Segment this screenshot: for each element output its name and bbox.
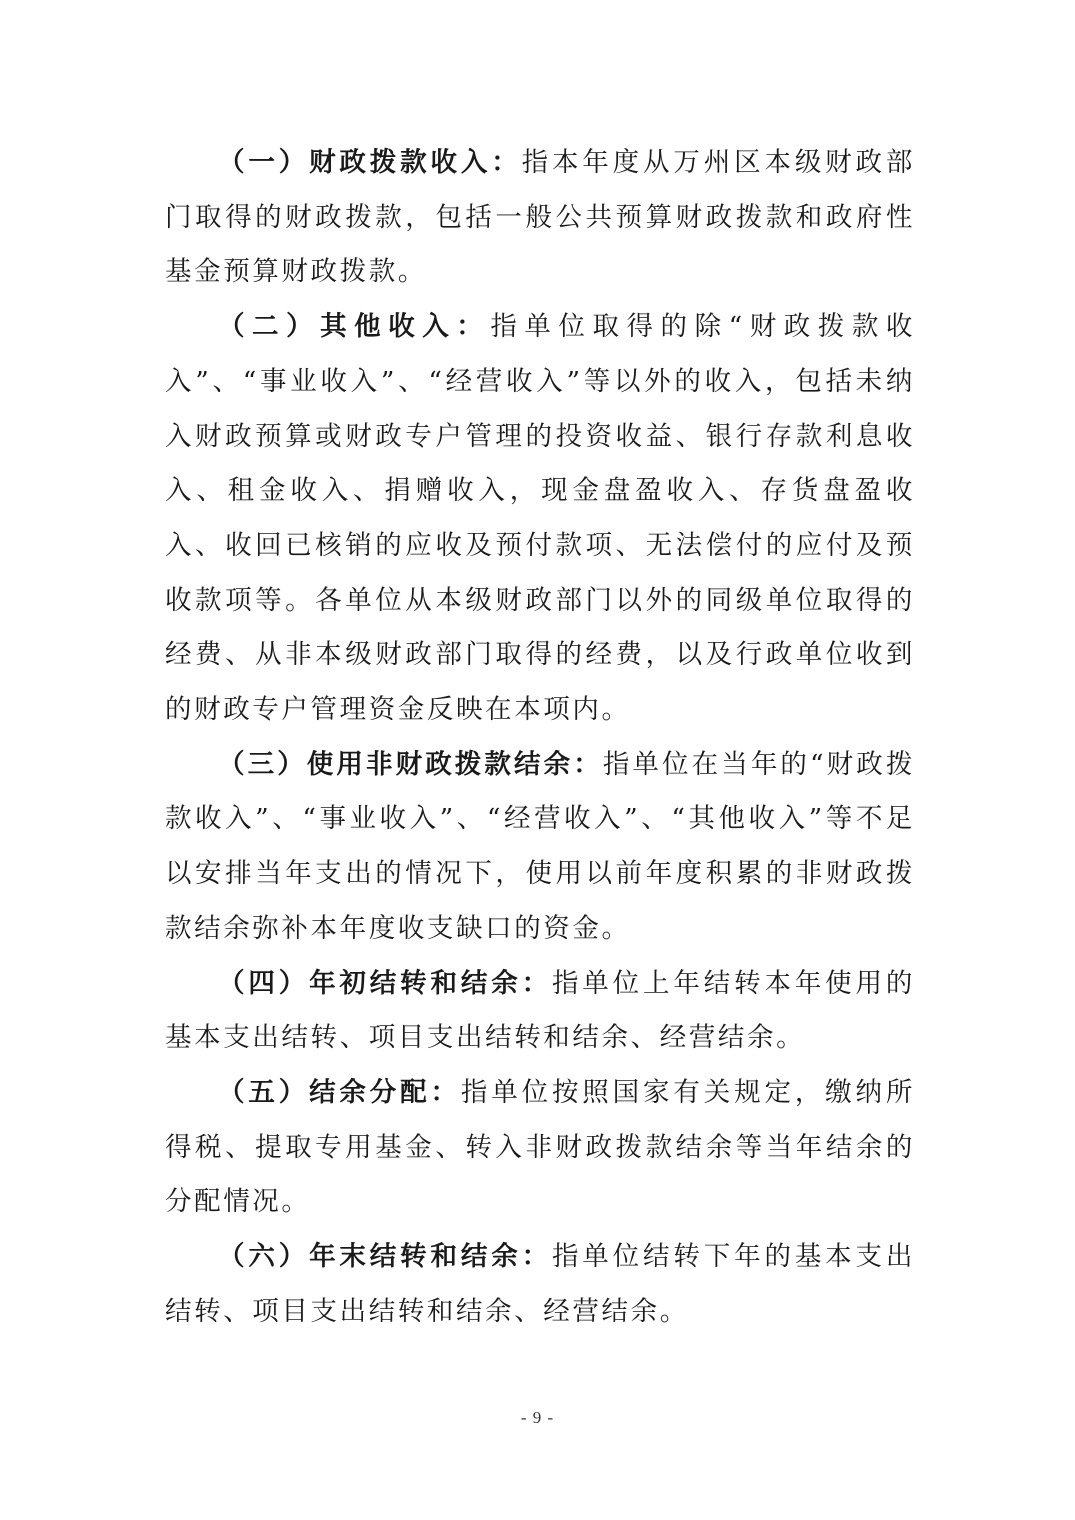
paragraph-text: 指单位上年结转本年使用的基本支出结转、项目支出结转和结余、经营结余。 [165,967,915,1054]
paragraph-heading: （四）年初结转和结余： [218,967,552,999]
paragraph-heading: （六）年末结转和结余： [218,1241,552,1273]
paragraph-surplus-distribution [165,1066,915,1230]
paragraph-text: 指单位结转下年的基本支出结转、项目支出结转和结余、经营结余。 [165,1241,915,1327]
paragraph-heading: （五）结余分配： [218,1076,461,1108]
paragraph-other-income [165,300,915,738]
paragraph-text: 指单位取得的除“财政拨款收入”、“事业收入”、“经营收入”等以外的收入，包括未纳入财政预算或财政专户管理的投资收益、银行存款利息收入、租金收入、捐赠收入，现金盘盈收入、存货盘盈收入、收回已核销的应收及预付款项、无法偿付的应付及预收款项等。各单位从本级财政部门以外的同级单位取得的经费、从非本级财政部门取得的经费，以及行政单位收到的财政专户管理资金反映在本项内。 [165,311,915,726]
document-body [165,136,915,1339]
paragraph-non-fiscal-surplus-use [165,738,915,957]
paragraph-heading: （三）使用非财政拨款结余： [218,748,603,780]
paragraph-closing-carryover [165,1230,915,1339]
paragraph-opening-carryover [165,957,915,1066]
page-number: - 9 - [520,1408,555,1427]
paragraph-text: 指本年度从万州区本级财政部门取得的财政拨款，包括一般公共预算财政拨款和政府性基金预算财政拨款。 [165,147,915,288]
paragraph-heading: （二）其他收入： [218,311,491,343]
paragraph-text: 指单位按照国家有关规定，缴纳所得税、提取专用基金、转入非财政拨款结余等当年结余的分配情况。 [165,1076,915,1218]
paragraph-text: 指单位在当年的“财政拨款收入”、“事业收入”、“经营收入”、“其他收入”等不足以安排当年支出的情况下，使用以前年度积累的非财政拨款结余弥补本年度收支缺口的资金。 [165,748,915,944]
paragraph-heading: （一）财政拨款收入： [218,147,522,178]
paragraph-fiscal-appropriation-income [165,136,915,300]
